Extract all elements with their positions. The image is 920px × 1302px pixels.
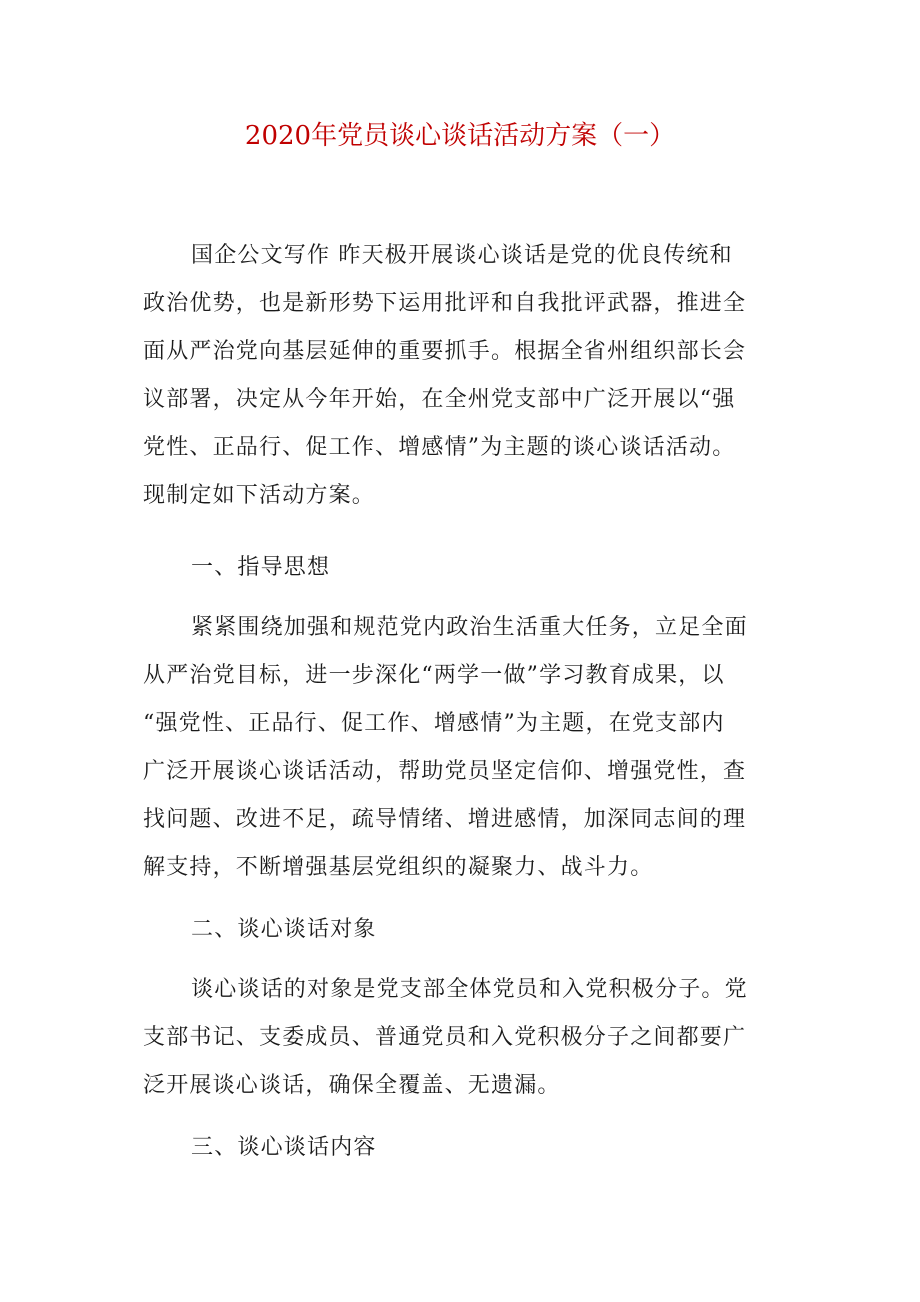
- section-heading-talk-content: 三、谈心谈话内容: [191, 1135, 377, 1160]
- paragraph-line: 党性、正品行、促工作、增感情”为主题的谈心谈话活动。: [143, 435, 736, 460]
- paragraph-line: “强党性、正品行、促工作、增感情”为主题，在党支部内: [143, 711, 725, 736]
- paragraph-line: 议部署，决定从今年开始，在全州党支部中广泛开展以“强: [143, 387, 736, 412]
- section2-paragraph: [143, 966, 783, 1110]
- paragraph-line: 泛开展谈心谈话，确保全覆盖、无遗漏。: [143, 1073, 561, 1098]
- document-title: 2020年党员谈心谈话活动方案（一）: [244, 121, 676, 151]
- paragraph-line: 解支持，不断增强基层党组织的凝聚力、战斗力。: [143, 855, 654, 880]
- paragraph-line: 支部书记、支委成员、普通党员和入党积极分子之间都要广: [143, 1025, 747, 1050]
- paragraph-line: 谈心谈话的对象是党支部全体党员和入党积极分子。党: [191, 977, 748, 1002]
- paragraph-line: 紧紧围绕加强和规范党内政治生活重大任务，立足全面: [191, 615, 748, 640]
- section-heading-guiding-thought: 一、指导思想: [191, 555, 331, 580]
- paragraph-line: 国企公文写作 昨天极开展谈心谈话是党的优良传统和: [191, 243, 733, 268]
- section1-paragraph: [143, 604, 783, 892]
- paragraph-line: 面从严治党向基层延伸的重要抓手。根据全省州组织部长会: [143, 339, 747, 364]
- section-heading-talk-targets: 二、谈心谈话对象: [191, 917, 377, 942]
- paragraph-line: 广泛开展谈心谈话活动，帮助党员坚定信仰、增强党性，查: [143, 759, 747, 784]
- paragraph-line: 现制定如下活动方案。: [143, 483, 376, 508]
- paragraph-line: 从严治党目标，进一步深化“两学一做”学习教育成果，以: [143, 663, 725, 688]
- intro-paragraph: [143, 232, 783, 520]
- paragraph-line: 政治优势，也是新形势下运用批评和自我批评武器，推进全: [143, 291, 747, 316]
- paragraph-line: 找问题、改进不足，疏导情绪、增进感情，加深同志间的理: [143, 807, 747, 832]
